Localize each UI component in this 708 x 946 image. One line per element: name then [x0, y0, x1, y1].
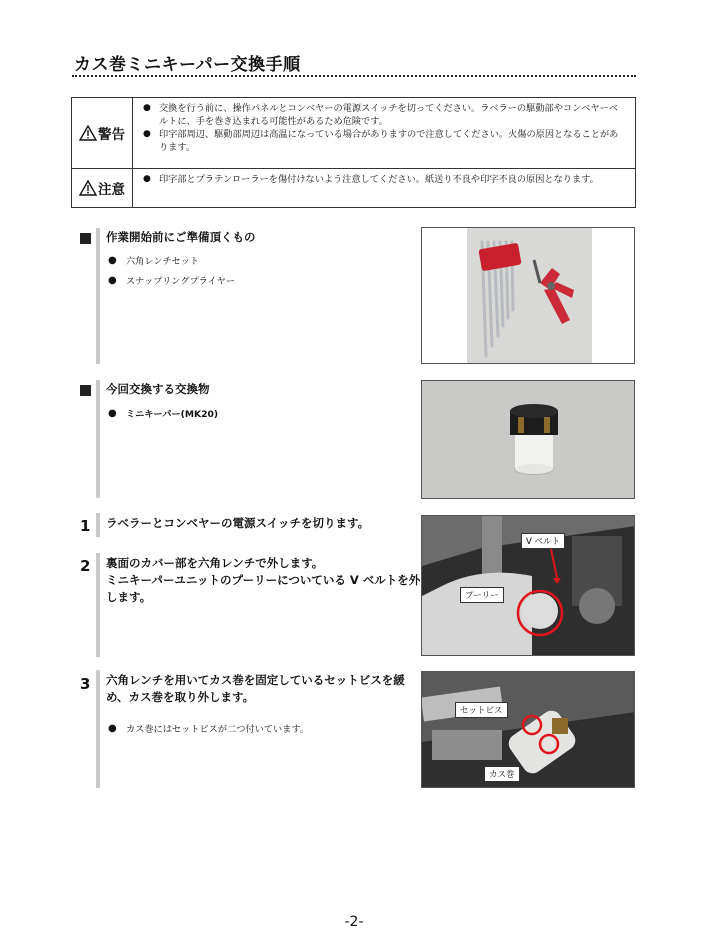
step-bar [96, 670, 100, 788]
kasumaki-photo [421, 671, 635, 788]
warning-row [72, 98, 635, 169]
step-3-note: ● カス巻にはセットビスが二つ付いています。 [108, 722, 310, 735]
caution-row [72, 169, 635, 207]
section-marker-square [80, 233, 91, 244]
step-3-text: 六角レンチを用いてカス巻を固定しているセットビスを緩 め、カス巻を取り外します。 [106, 673, 405, 704]
parts-item: ● ミニキーパー(MK20) [108, 407, 219, 420]
section-marker-square [80, 385, 91, 396]
title-dotted-rule [72, 75, 636, 77]
caution-item: ● 印字部とプラテンローラーを傷付けないよう注意してください。紙送り不良や印字不良の原因となります。 [143, 174, 599, 185]
step-1-text: ラベラーとコンベヤーの電源スイッチを切ります。 [106, 516, 370, 530]
callout-setscrew: セットビス [455, 702, 508, 718]
prep-item: ● 六角レンチセット [108, 254, 200, 267]
warning-label: 警告 [72, 98, 133, 168]
step-bar [96, 553, 100, 657]
section-bar [96, 380, 100, 498]
warning-item: ● 交換を行う前に、操作パネルとコンベヤーの電源スイッチを切ってください。ラベラーの駆動部やコンベヤーベルトに、手を巻き込まれる可能性があるため危険です。 [143, 103, 619, 127]
callout-kasumaki: カス巻 [484, 766, 520, 782]
callout-pulley: プーリー [460, 587, 504, 603]
kasumaki-illustration [422, 672, 635, 788]
prep-item: ● スナップリングプライヤー [108, 274, 236, 287]
caution-label: 注意 [72, 169, 133, 207]
caution-body [133, 169, 635, 207]
warning-item: ● 印字部周辺、駆動部周辺は高温になっている場合がありますので注意してください。火傷の原因となることがあります。 [143, 129, 619, 153]
prep-heading: 作業開始前にご準備頂くもの [106, 230, 256, 244]
page-title: カス巻ミニキーパー交換手順 [74, 55, 301, 75]
step-number: 1 [80, 517, 91, 535]
safety-table [71, 97, 636, 208]
section-bar [96, 228, 100, 364]
step-number: 2 [80, 557, 91, 575]
minikeeper-photo [421, 380, 635, 499]
parts-heading: 今回交換する交換物 [106, 382, 210, 396]
tools-photo [421, 227, 635, 364]
caution-triangle-icon [79, 180, 97, 196]
step-bar [96, 513, 100, 537]
warning-triangle-icon [79, 125, 97, 141]
step-2-text: 裏面のカバー部を六角レンチで外します。 ミニキーパーユニットのプーリーについている V ベルトを外 します。 [106, 556, 421, 604]
tools-illustration [422, 228, 635, 364]
warning-body [133, 98, 635, 168]
minikeeper-illustration [422, 381, 635, 499]
callout-vbelt: V ベルト [521, 533, 565, 549]
step-number: 3 [80, 675, 91, 693]
page-number: -2- [344, 914, 364, 930]
